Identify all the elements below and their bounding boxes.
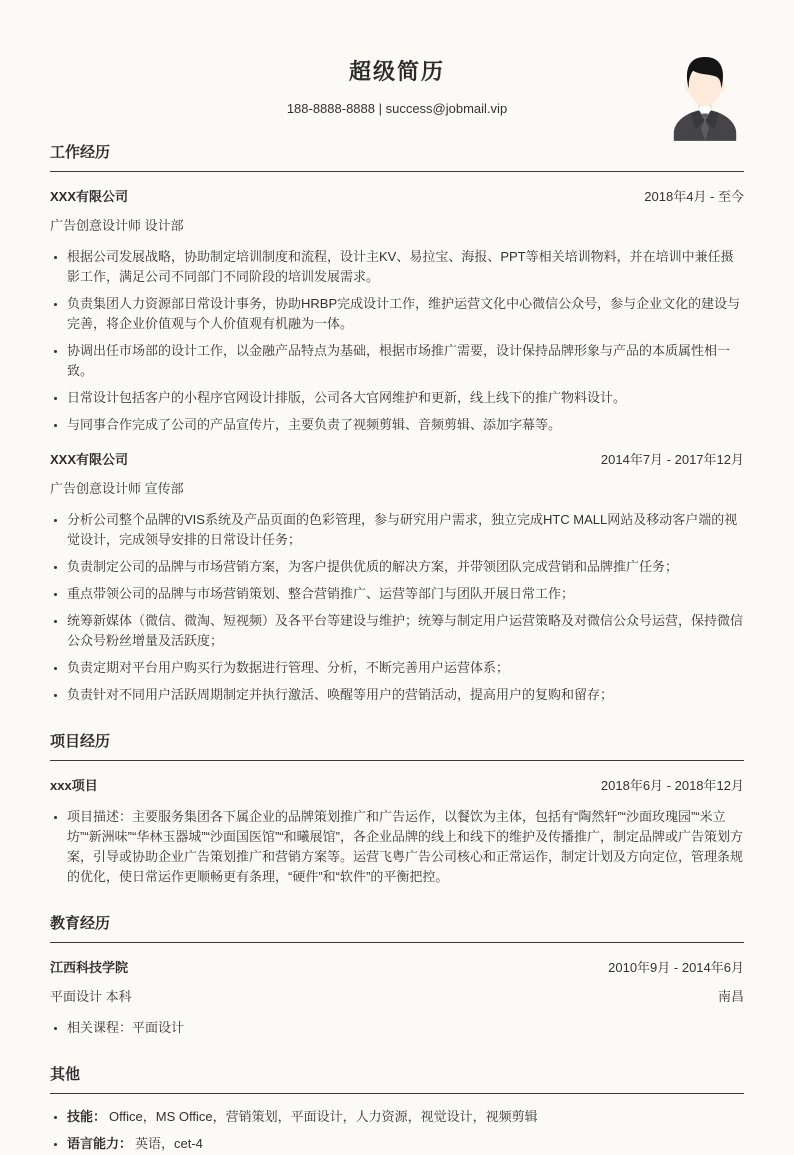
bullet-item: • 负责针对不同用户活跃周期制定并执行激活、唤醒等用户的营销活动，提高用户的复购和留存； [67,685,744,705]
bullet-list [50,510,744,705]
section-title-work: 工作经历 [50,141,744,172]
company-name: XXX有限公司 [50,452,129,467]
bullet-item: • 项目描述：主要服务集团各下属企业的品牌策划推广和广告运作，以餐饮为主体，包括有“陶然轩”“沙面玫瑰园”“米立坊”“新洲味”“华林玉器城”“沙面国医馆”“和曦展馆”，各企业品牌的线上和线下的维护及传播推广，制定品牌或广告策划方案，引导或协助企业广告策划推广和营销方案等。运营飞粤广告公司核心和正常运作，制定计划及方向定位，管理条规的优化，使日常运作更顺畅更有条理，“硬件”和“软件”的平衡把控。 [67,807,744,887]
male-avatar-icon [666,50,744,142]
language-value: 英语，cet-4 [135,1136,203,1151]
project-entry-1 [50,775,744,887]
school-name: 江西科技学院 [50,960,129,975]
bullet-item: • 日常设计包括客户的小程序官网设计排版，公司各大官网维护和更新，线上线下的推广物料设计。 [67,388,744,408]
bullet-item: • 统筹新媒体（微信、微淘、短视频）及各平台等建设与维护；统筹与制定用户运营策略及对微信公众号运营，保持微信公众号粉丝增量及活跃度； [67,611,744,651]
section-title-other: 其他 [50,1063,744,1094]
section-work [50,141,744,705]
bullet-item: • 相关课程：平面设计 [67,1018,744,1038]
role-title: 广告创意设计师 设计部 [50,218,184,233]
skill-label: 技能： [67,1109,107,1124]
avatar [666,50,744,142]
section-project [50,730,744,887]
major-degree: 平面设计 本科 [50,989,132,1004]
bullet-item: • 重点带领公司的品牌与市场营销策划、整合营销推广、运营等部门与团队开展日常工作； [67,584,744,604]
language-item [67,1134,744,1154]
skill-item [67,1107,744,1127]
entry-head [50,775,744,794]
work-entry-2 [50,449,744,705]
entry-role-line [50,478,744,497]
bullet-item: • 与同事合作完成了公司的产品宣传片，主要负责了视频剪辑、音频剪辑、添加字幕等。 [67,415,744,435]
entry-head [50,449,744,468]
bullet-list [50,807,744,887]
education-entry-1 [50,957,744,1038]
section-education [50,912,744,1038]
school-location: 南昌 [717,989,744,1004]
entry-major-line [50,986,744,1005]
bullet-item: • 负责集团人力资源部日常设计事务，协助HRBP完成设计工作，维护运营文化中心微信公众号，参与企业文化的建设与完善，将企业价值观与个人价值观有机融为一体。 [67,294,744,334]
bullet-list [50,1107,744,1154]
language-label: 语言能力： [67,1136,133,1151]
company-name: XXX有限公司 [50,189,129,204]
section-title-education: 教育经历 [50,912,744,943]
project-name: xxx项目 [50,778,98,793]
entry-date: 2010年9月 - 2014年6月 [608,960,744,975]
entry-head [50,186,744,205]
entry-role-line [50,215,744,234]
contact-info: 188-8888-8888 | success@jobmail.vip [286,101,508,116]
resume-title: 超级简历 [348,59,445,84]
entry-date: 2014年7月 - 2017年12月 [600,452,744,467]
entry-date: 2018年4月 - 至今 [644,189,744,204]
skill-value: Office，MS Office，营销策划，平面设计，人力资源，视觉设计，视频剪辑 [109,1109,538,1124]
entry-head [50,957,744,976]
role-title: 广告创意设计师 宣传部 [50,481,184,496]
entry-date: 2018年6月 - 2018年12月 [600,778,744,793]
section-other [50,1063,744,1154]
resume-header [50,55,744,116]
bullet-item: • 根据公司发展战略，协助制定培训制度和流程，设计主KV、易拉宝、海报、PPT等相关培训物料，并在培训中兼任摄影工作，满足公司不同部门不同阶段的培训发展需求。 [67,247,744,287]
bullet-list [50,247,744,435]
bullet-item: • 负责制定公司的品牌与市场营销方案，为客户提供优质的解决方案，并带领团队完成营销和品牌推广任务； [67,557,744,577]
bullet-list [50,1018,744,1038]
section-title-project: 项目经历 [50,730,744,761]
bullet-item: • 协调出任市场部的设计工作，以金融产品特点为基础，根据市场推广需要，设计保持品牌形象与产品的本质属性相一致。 [67,341,744,381]
bullet-item: • 分析公司整个品牌的VIS系统及产品页面的色彩管理，参与研究用户需求，独立完成HTC MALL网站及移动客户端的视觉设计，完成领导安排的日常设计任务； [67,510,744,550]
bullet-item: • 负责定期对平台用户购买行为数据进行管理、分析，不断完善用户运营体系； [67,658,744,678]
work-entry-1 [50,186,744,435]
